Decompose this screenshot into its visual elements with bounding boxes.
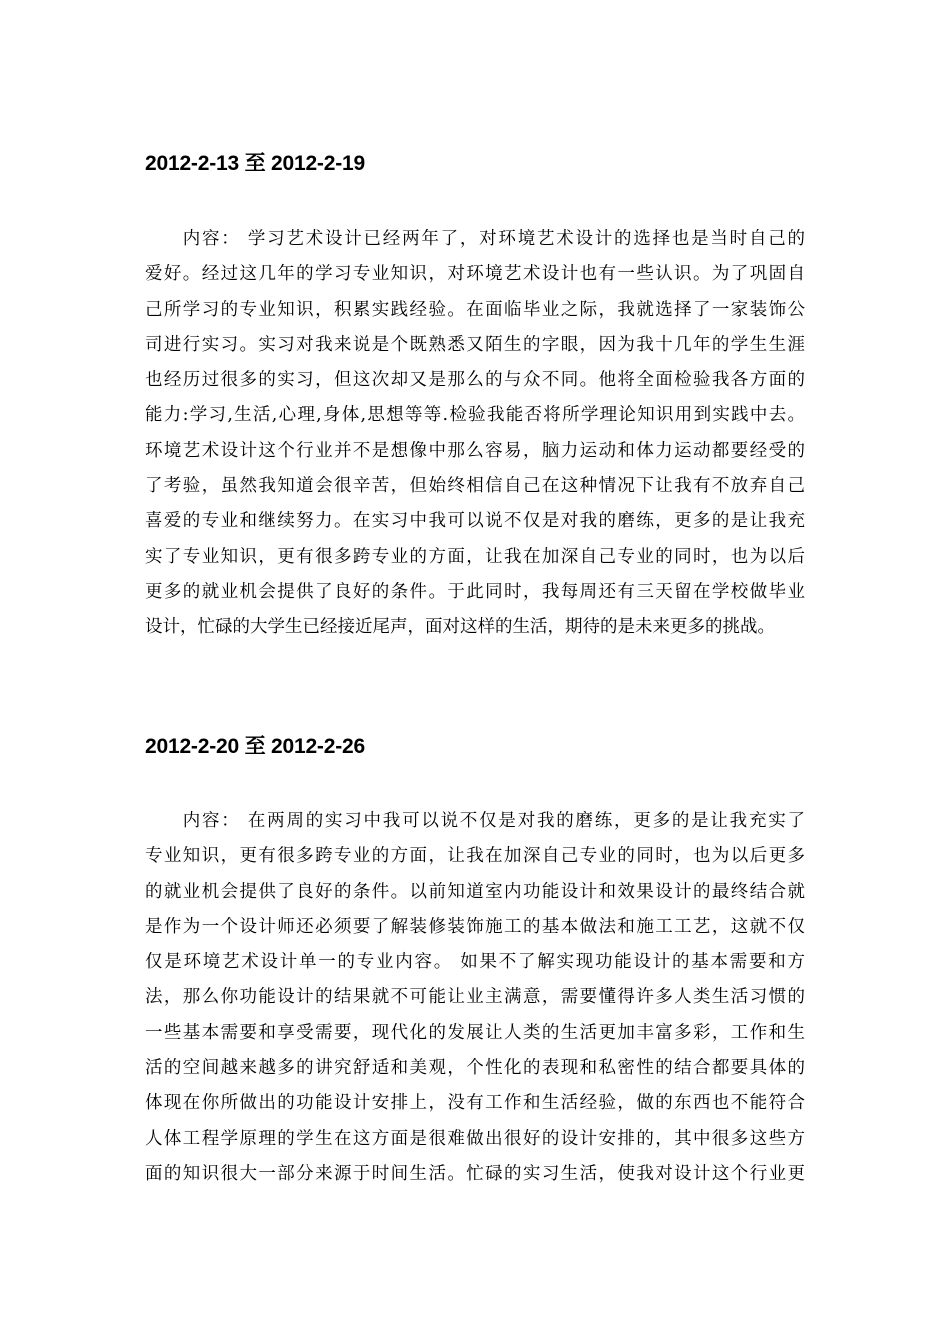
paragraph-line: 内容： 学习艺术设计已经两年了，对环境艺术设计的选择也是当时自己的 bbox=[181, 229, 805, 249]
paragraph-line: 能力:学习,生活,心理,身体,思想等等.检验我能否将所学理论知识用到实践中去。 bbox=[145, 405, 805, 426]
paragraph-line: 一些基本需要和享受需要，现代化的发展让人类的生活更加丰富多彩，工作和生 bbox=[145, 1022, 805, 1043]
section-heading-week-2: 2012-2-20 至 2012-2-26 bbox=[145, 735, 365, 758]
section-heading-week-1: 2012-2-13 至 2012-2-19 bbox=[145, 152, 365, 175]
paragraph-line: 专业知识，更有很多跨专业的方面，让我在加深自己专业的同时，也为以后更多 bbox=[145, 846, 805, 867]
paragraph-line: 实了专业知识，更有很多跨专业的方面，让我在加深自己专业的同时，也为以后 bbox=[145, 546, 805, 567]
paragraph-line: 体现在你所做出的功能设计安排上，没有工作和生活经验，做的东西也不能符合 bbox=[145, 1093, 805, 1114]
paragraph-line: 是作为一个设计师还必须要了解装修装饰施工的基本做法和施工工艺，这就不仅 bbox=[145, 916, 805, 937]
paragraph-line: 环境艺术设计这个行业并不是想像中那么容易，脑力运动和体力运动都要经受的 bbox=[145, 440, 805, 461]
paragraph-line: 己所学习的专业知识，积累实践经验。在面临毕业之际，我就选择了一家装饰公 bbox=[145, 299, 805, 320]
paragraph-line: 设计，忙碌的大学生已经接近尾声，面对这样的生活，期待的是未来更多的挑战。 bbox=[145, 617, 775, 638]
paragraph-line: 仅是环境艺术设计单一的专业内容。 如果不了解实现功能设计的基本需要和方 bbox=[145, 952, 805, 973]
paragraph-line: 也经历过很多的实习，但这次却又是那么的与众不同。他将全面检验我各方面的 bbox=[145, 370, 805, 391]
paragraph-line: 的就业机会提供了良好的条件。以前知道室内功能设计和效果设计的最终结合就 bbox=[145, 881, 805, 902]
paragraph-line: 更多的就业机会提供了良好的条件。于此同时，我每周还有三天留在学校做毕业 bbox=[145, 581, 805, 602]
paragraph-line: 人体工程学原理的学生在这方面是很难做出很好的设计安排的，其中很多这些方 bbox=[145, 1128, 805, 1149]
paragraph-line: 内容： 在两周的实习中我可以说不仅是对我的磨练，更多的是让我充实了 bbox=[181, 811, 805, 831]
paragraph-line: 面的知识很大一部分来源于时间生活。忙碌的实习生活，使我对设计这个行业更 bbox=[145, 1163, 805, 1184]
paragraph-line: 司进行实习。实习对我来说是个既熟悉又陌生的字眼，因为我十几年的学生生涯 bbox=[145, 334, 805, 355]
paragraph-line: 了考验，虽然我知道会很辛苦，但始终相信自己在这种情况下让我有不放弃自己 bbox=[145, 476, 805, 497]
section-body-week-2 bbox=[145, 804, 805, 1192]
section-body-week-1 bbox=[145, 222, 805, 646]
paragraph-line: 活的空间越来越多的讲究舒适和美观，个性化的表现和私密性的结合都要具体的 bbox=[145, 1058, 805, 1079]
paragraph-line: 法，那么你功能设计的结果就不可能让业主满意，需要懂得许多人类生活习惯的 bbox=[145, 987, 805, 1008]
paragraph-line: 喜爱的专业和继续努力。在实习中我可以说不仅是对我的磨练，更多的是让我充 bbox=[145, 511, 805, 532]
paragraph-line: 爱好。经过这几年的学习专业知识，对环境艺术设计也有一些认识。为了巩固自 bbox=[145, 264, 805, 285]
